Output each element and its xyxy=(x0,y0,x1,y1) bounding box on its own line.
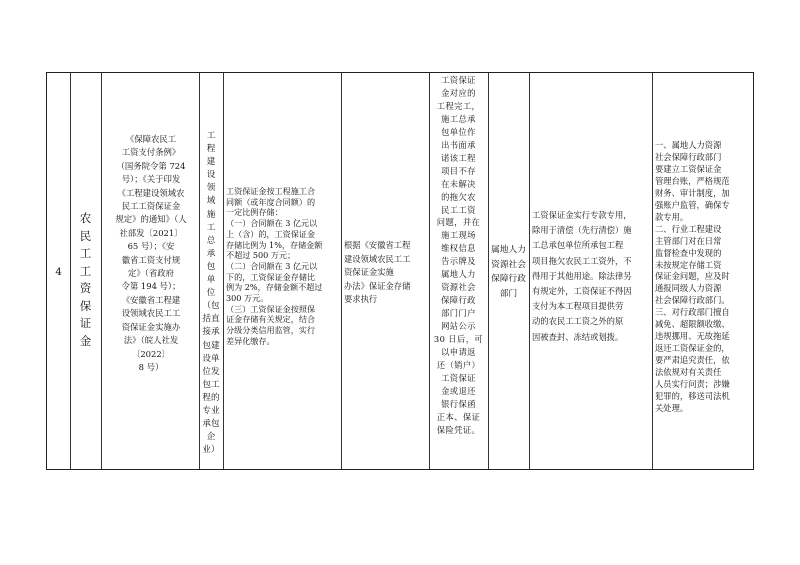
standard-basis-text: 根据《安徽省工程 建设领域农民工工 资保证金实施 办法》保证金存储 要求执行 xyxy=(344,240,411,305)
department-cell xyxy=(488,73,529,469)
fund-usage-text: 工资保证金实行专款专用， 除用于清偿（先行清偿）施 工总承包单位所承包工程 项目拖欠农民工工资外，不 得用于其他用途。除法律另 有规定外，工资保证不得因 支付为本工程项目提供劳 动的农民工工资之外的原 因被查封、冻结或划拨。 xyxy=(532,210,632,342)
row-index-cell xyxy=(47,73,70,469)
fund-usage-cell xyxy=(529,73,652,469)
department-text: 属地人力 资源社会 保障行政 部门 xyxy=(491,245,526,299)
item-name: 农 民 工 工 资 保 证 金 xyxy=(79,211,92,348)
subject-cell xyxy=(199,73,223,469)
standard-basis-cell xyxy=(341,73,429,469)
standard-cell xyxy=(223,73,341,469)
supervision-text: 一、属地人力资源 社会保障行政部门 要建立工资保证金 管理台账，严格规范 财务、审计制度，加 强账户监管，确保专 款专用。 二、行业工程建设 主管部门对在日常 监督检查中发现的 未按规定存储工资 保证金问题，应及时 通报同级人力资源 社会保障行政部门。 三、对行政部门擅自 减免、超限额收缴、 违规挪用、无故拖延 返还工资保证金的， 要严肃追究责任，依 法依规对有关责任 人员实行问责；涉嫌 犯罪的，移送司法机 关处理。 xyxy=(655,140,730,413)
legal-basis-text: 《保障农民工 工资支付条例》 （国务院令第 724 号）；《关于印发 《工程建设领域农 民工工资保证金 规定》的通知》（人 社部发〔2021〕 65 号）；《安 徽省工资支付规 定》（省政府 令第 194 号）； 《安徽省工程建 设领域农民工工 资保证金实施办 法》（皖人社发 〔2022〕 8 号） xyxy=(115,134,187,372)
refund-conditions-text: 工资保证 金对应的 工程完工， 施工总承 包单位作 出书面承 诺该工程 项目不存 在未解决 的拖欠农 民工工资 问题，并在 施工现场 维权信息 告示牌及 属地人力 资源社会 保障行政 部门门户 网站公示 30 日后，可 以申请返 还（销户） 工资保证 金或退还 银行保函 正本、保证 保险凭证。 xyxy=(433,75,484,435)
legal-basis-cell xyxy=(101,73,199,469)
subject-text: 工 程 建 设 领 域 施 工 总 承 包 单 位 （包 括直 接承 包建 设单 位发 包工 程的 专业 承包 企 业） xyxy=(202,131,220,456)
item-name-cell xyxy=(70,73,101,469)
fee-table xyxy=(46,72,754,470)
row-index: 4 xyxy=(55,267,62,278)
refund-conditions-cell xyxy=(429,73,488,469)
supervision-cell xyxy=(652,73,755,469)
standard-text: 工资保证金按工程施工合 同额（或年度合同额）的 一定比例存储： （一）合同额在 3 亿元以 上（含）的，工资保证金 存储比例为 1%，存储金额 不超过 500 万元； （二）合同额在 3 亿元以 下的，工资保证金存储比 例为 2%，存储金额不超过 300 万元。 （三）工资保证金按照保 证金存储有关规定，结合 分级分类信用监管，实行 差异化缴存。 xyxy=(226,186,323,346)
